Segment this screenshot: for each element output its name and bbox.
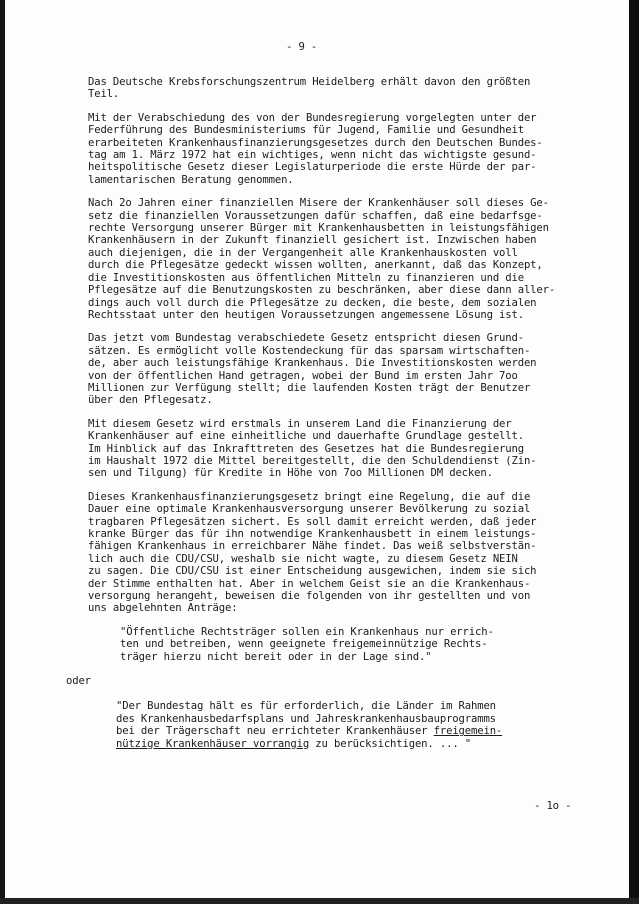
text-line: rechte Versorgung unserer Bürger mit Krankenhausbetten in leistungsfähigen [88, 222, 549, 235]
text-line: sen und Tilgung) für Kredite in Höhe von 7oo Millionen DM decken. [88, 467, 493, 480]
text-line: durch die Pflegesätze gedeckt wissen wollten, anerkannt, daß das Konzept, [88, 259, 543, 272]
quote-line [116, 725, 608, 737]
quote-line [116, 738, 608, 750]
text-line: über den Pflegesatz. [88, 394, 213, 407]
text-line: im Haushalt 1972 die Mittel bereitgestellt, die den Schuldendienst (Zin- [88, 454, 537, 467]
document-body [66, 76, 608, 762]
text-line: tag am 1. März 1972 hat ein wichtiges, wenn nicht das wichtigste gesund- [88, 149, 537, 162]
quote-line: des Krankenhausbedarfsplans und Jahreskrankenhausbauprogramms [116, 712, 496, 725]
text-line: von der öffentlichen Hand getragen, wobei der Bund im ersten Jahr 7oo [88, 369, 518, 382]
text-line: de, aber auch leistungsfähige Krankenhaus. Die Investitionskosten werden [88, 357, 537, 370]
quote-motion-1 [88, 626, 608, 663]
text-line: Krankenhäuser auf eine einheitliche und dauerhafte Grundlage gestellt. [88, 430, 524, 443]
page-number: - 9 - [286, 41, 318, 53]
quote-text: bei der Trägerschaft neu errichteter Krankenhäuser [116, 725, 434, 738]
scan-edge-left [0, 0, 5, 904]
text-line: fähigen Krankenhaus in erreichbarer Nähe findet. Das weiß selbstverstän- [88, 540, 537, 553]
paragraph [88, 332, 608, 406]
text-line: Mit diesem Gesetz wird erstmals in unserem Land die Finanzierung der [88, 417, 512, 430]
quote-motion-2 [88, 700, 608, 750]
text-line: Millionen zur Verfügung stellt; die laufenden Kosten trägt der Benutzer [88, 381, 531, 394]
paragraph [88, 76, 608, 101]
text-line: Federführung des Bundesministeriums für Jugend, Familie und Gesundheit [88, 124, 524, 137]
paragraph-list [88, 76, 608, 615]
text-line: erarbeiteten Krankenhausfinanzierungsgesetzes durch den Deutschen Bundes- [88, 136, 543, 149]
text-line: Dieses Krankenhausfinanzierungsgesetz bringt eine Regelung, die auf die [88, 490, 531, 503]
text-line: versorgung herangeht, beweisen die folgenden von ihr gestellten und von [88, 590, 531, 603]
scan-edge-right [629, 0, 639, 904]
text-line: setz die finanziellen Voraussetzungen dafür schaffen, daß eine bedarfsge- [88, 209, 543, 222]
text-line: Dauer eine optimale Krankenhausversorgung unserer Bevölkerung zu sozial [88, 503, 531, 516]
text-line: der Stimme enthalten hat. Aber in welchem Geist sie an die Krankenhaus- [88, 577, 531, 590]
quote-text: zu berücksichtigen. ... " [309, 737, 472, 750]
quote-line: ten und betreiben, wenn geeignete freigemeinnützige Rechts- [120, 638, 488, 651]
connector-text: oder [66, 675, 91, 688]
text-line: Rechtsstaat unter den heutigen Voraussetzungen angemessene Lösung ist. [88, 308, 524, 321]
text-line: Im Hinblick auf das Inkrafttreten des Gesetzes hat die Bundesregierung [88, 442, 524, 455]
underlined-text: freigemein- [433, 725, 503, 738]
text-line: sätzen. Es ermöglicht volle Kostendeckung für das sparsam wirtschaften- [88, 344, 531, 357]
text-line: zu sagen. Die CDU/CSU ist einer Entscheidung ausgewichen, indem sie sich [88, 565, 537, 578]
next-page-marker: - 1o - [534, 800, 572, 812]
paragraph [88, 491, 608, 615]
text-line: Teil. [88, 88, 120, 101]
text-line: lich auch die CDU/CSU, weshalb sie nicht wagte, zu diesem Gesetz NEIN [88, 552, 518, 565]
text-line: dings auch voll durch die Pflegesätze zu decken, die beste, dem sozialen [88, 296, 537, 309]
quote-line: träger hierzu nicht bereit oder in der Lage sind." [120, 650, 432, 663]
paragraph [88, 112, 608, 186]
text-line: Das jetzt vom Bundestag verabschiedete Gesetz entspricht diesen Grund- [88, 332, 524, 345]
quote-line: "Öffentliche Rechtsträger sollen ein Krankenhaus nur errich- [120, 625, 494, 638]
text-line: Krankenhäusern in der Zukunft finanziell gesichert ist. Inzwischen haben [88, 234, 537, 247]
paragraph [88, 197, 608, 321]
underlined-text: nützige Krankenhäuser vorrangig [116, 737, 310, 750]
text-line: Mit der Verabschiedung des von der Bundesregierung vorgelegten unter der [88, 111, 537, 124]
text-line: Das Deutsche Krebsforschungszentrum Heidelberg erhält davon den größten [88, 76, 531, 88]
text-line: heitspolitische Gesetz dieser Legislaturperiode die erste Hürde der par- [88, 161, 537, 174]
text-line: kranke Bürger das für ihn notwendige Krankenhausbett in einem leistungs- [88, 528, 537, 540]
text-line: uns abgelehnten Anträge: [88, 602, 238, 615]
quote-line: "Der Bundestag hält es für erforderlich, die Länder im Rahmen [116, 700, 496, 713]
scan-edge-bottom [0, 898, 639, 904]
text-line: die Investitionskosten aus öffentlichen Mitteln zu finanzieren und die [88, 271, 524, 284]
paragraph [88, 418, 608, 480]
text-line: Pflegesätze auf die Benutzungskosten zu beschränken, aber diese dann aller- [88, 284, 556, 297]
text-line: auch diejenigen, die in der Vergangenheit alle Krankenhauskosten voll [88, 246, 518, 259]
text-line: tragbaren Pflegesätzen sichert. Es soll damit erreicht werden, daß jeder [88, 515, 537, 528]
text-line: lamentarischen Beratung genommen. [88, 173, 294, 186]
text-line: Nach 2o Jahren einer finanziellen Misere der Krankenhäuser soll dieses Ge- [88, 197, 549, 210]
